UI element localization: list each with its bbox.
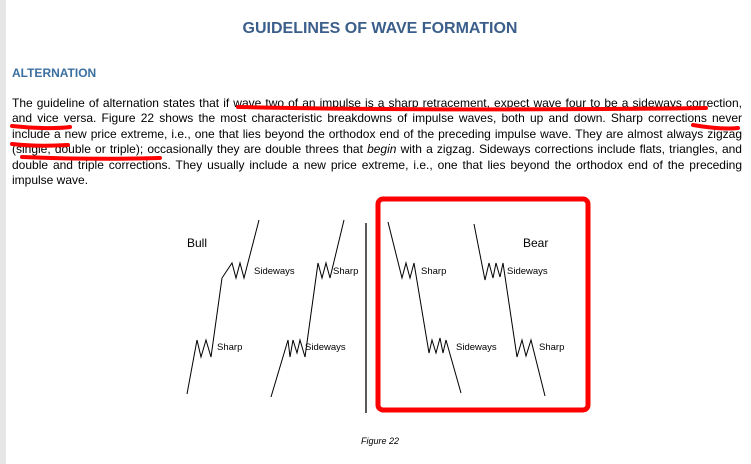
underlined-phrase: correction bbox=[685, 96, 739, 110]
text-run: , and vice versa. Figure 22 shows the most characteristic breakdowns of impulse waves, both up and down. bbox=[12, 96, 742, 126]
underlined-phrase: corrections bbox=[648, 111, 707, 126]
wave-label: Sideways bbox=[254, 266, 295, 277]
wave-label: Sharp bbox=[539, 342, 565, 353]
text-run: (single, double or triple); occasionally they are double threes that bbox=[12, 142, 368, 157]
section-heading: ALTERNATION bbox=[12, 66, 97, 80]
text-run: with a zigzag. Sideways corrections include flats, triangles, and double and triple corrections. They usually include a new price extreme, i.e., one that lies beyond the orthodox end of the preceding impulse wave. bbox=[12, 142, 742, 188]
red-underline-annotation bbox=[12, 144, 68, 146]
wave-label: Sharp bbox=[217, 342, 243, 353]
italic-word: begin bbox=[367, 142, 397, 157]
underlined-phrase: if wave two of an impulse is a sharp retracement, expect wave four to be a sideways bbox=[223, 96, 682, 110]
wave-label: Sharp bbox=[421, 266, 447, 277]
red-underline-annotation bbox=[22, 157, 160, 159]
figure-caption: Figure 22 bbox=[360, 436, 400, 446]
page-title: GUIDELINES OF WAVE FORMATION bbox=[242, 20, 518, 37]
underlined-phrase: almost always zigzag bbox=[627, 126, 742, 141]
red-underline-annotation bbox=[693, 125, 738, 128]
bull-impulse-wave-2 bbox=[271, 220, 344, 397]
red-underline-annotation bbox=[238, 107, 706, 109]
red-underline-annotation bbox=[12, 126, 70, 128]
bull-label: Bull bbox=[187, 236, 208, 250]
wave-label: Sideways bbox=[507, 266, 548, 277]
text-run: The guideline of alternation states that bbox=[12, 96, 224, 110]
bear-impulse-wave-1 bbox=[388, 222, 461, 393]
wave-label: Sideways bbox=[305, 342, 346, 353]
wave-label: Sideways bbox=[456, 342, 497, 353]
wave-label: Sharp bbox=[333, 266, 359, 277]
underlined-phrase: Sharp bbox=[610, 111, 643, 126]
text-run: never include a new price extreme, i.e., one that lies beyond the orthodox end of the preceding impulse wave. They are bbox=[12, 111, 743, 141]
red-box-annotation bbox=[378, 199, 588, 410]
bear-label: Bear bbox=[523, 236, 549, 250]
